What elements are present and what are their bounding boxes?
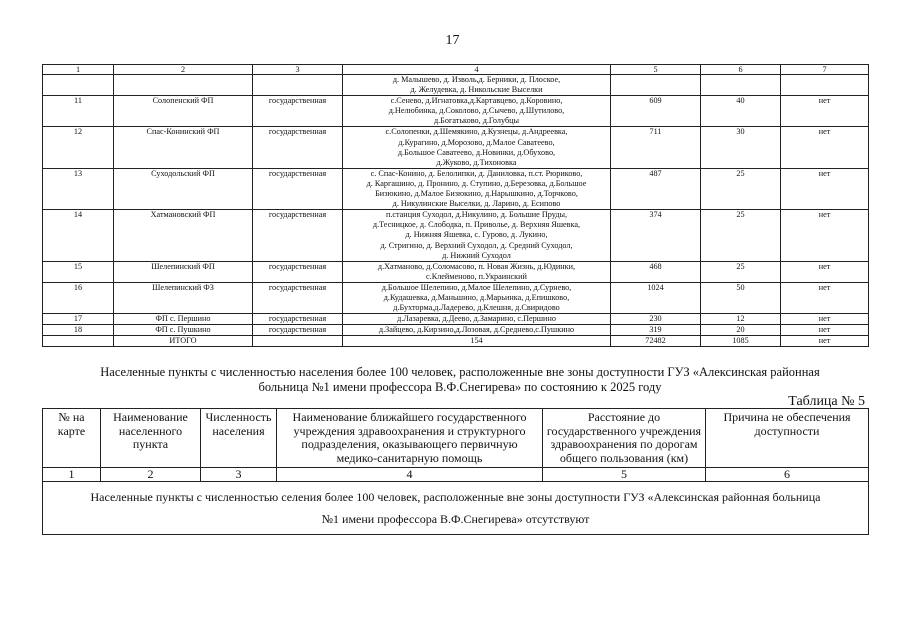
- table-number-label: Таблица № 5: [788, 394, 865, 409]
- settlement-line: с.Сенево, д.Игнатовка,д.Картавцево, д.Коровино,: [390, 96, 563, 106]
- settlements-cell: [343, 325, 611, 336]
- table-row: [43, 210, 869, 261]
- section-heading: [60, 365, 860, 395]
- population: 72482: [611, 336, 701, 347]
- column-number: 2: [101, 468, 201, 482]
- settlement-line: д.Большое Саватеево, д.Новинки, д.Обухово,: [397, 147, 556, 157]
- accessibility-status: нет: [781, 210, 869, 261]
- table-row: [43, 261, 869, 282]
- header-reason: Причина не обеспечения доступности: [706, 409, 869, 468]
- settlement-line: с. Спас-Конино, д. Белолипки, д. Даниловка, п.ст. Рюриково,: [370, 168, 583, 178]
- settlement-line: д.Богатьково, д.Голубцы: [433, 116, 520, 126]
- facility-name: [114, 75, 253, 96]
- header-map-number: № на карте: [43, 409, 101, 468]
- row-number: 15: [43, 261, 114, 282]
- accessibility-table: [42, 408, 869, 535]
- settlement-line: д.Лазаревка, д.Деево, д.Замарино, с.Першино: [397, 314, 556, 324]
- heading-line-1: Населенные пункты с численностью населения более 100 человек, расположенные вне зоны доступности ГУЗ «Алексинская районная: [100, 365, 820, 379]
- heading-line-2: больница №1 имени профессора В.Ф.Снегирева» по состоянию к 2025 году: [258, 380, 662, 394]
- facility-name: Шелепинский ФЗ: [114, 282, 253, 313]
- settlement-line: д.Жуково, д.Тихоновка: [436, 157, 517, 167]
- row-number: 17: [43, 314, 114, 325]
- column-number: 4: [343, 65, 611, 75]
- distance: 12: [701, 314, 781, 325]
- row-number: [43, 336, 114, 347]
- column-number: 4: [277, 468, 543, 482]
- settlement-line: д.Большое Шелепино, д.Малое Шелепино, д.Сурнево,: [381, 282, 572, 292]
- column-number: 3: [201, 468, 277, 482]
- header-settlement-name: Наименование населенного пункта: [101, 409, 201, 468]
- settlement-line: д.Кудашевка, д.Маньшино, д.Марьинка, д.Епишково,: [383, 292, 570, 302]
- settlements-cell: [343, 210, 611, 261]
- population: 1024: [611, 282, 701, 313]
- column-number: 1: [43, 65, 114, 75]
- facility-name: Суходольский ФП: [114, 168, 253, 209]
- settlement-line: Бизюкино, д.Малое Бизюкино, д.Нарышкино, д.Торчково,: [375, 189, 578, 199]
- message-line-2: №1 имени профессора В.Ф.Снегирева» отсутствуют: [321, 512, 590, 527]
- column-number: 5: [611, 65, 701, 75]
- column-number: 6: [706, 468, 869, 482]
- distance: 30: [701, 127, 781, 168]
- facility-name: Спас-Конинский ФП: [114, 127, 253, 168]
- population: 711: [611, 127, 701, 168]
- distance: 40: [701, 96, 781, 127]
- settlements-cell: [343, 336, 611, 347]
- header-nearest-institution: Наименование ближайшего государственного учреждения здравоохранения и структурного подразделения, оказывающего первичную медико-санитарную помощь: [277, 409, 543, 468]
- table-row: [43, 96, 869, 127]
- facility-name: Солопенский ФП: [114, 96, 253, 127]
- row-number: 14: [43, 210, 114, 261]
- distance: 20: [701, 325, 781, 336]
- row-number: [43, 75, 114, 96]
- settlement-line: д. Нижний Суходол: [442, 250, 511, 260]
- settlement-line: с.Клейменово, п.Украинский: [426, 271, 527, 281]
- accessibility-status: [781, 75, 869, 96]
- table-row: [43, 336, 869, 347]
- distance: 25: [701, 210, 781, 261]
- row-number: 18: [43, 325, 114, 336]
- column-number: 7: [781, 65, 869, 75]
- settlement-line: 154: [470, 336, 483, 346]
- settlement-line: д. Желудевка, д. Никольские Выселки: [410, 85, 543, 95]
- population: 609: [611, 96, 701, 127]
- table-row: [43, 75, 869, 96]
- accessibility-status: нет: [781, 127, 869, 168]
- settlement-line: д. Стригино, д. Верхний Суходол, д. Средний Суходол,: [380, 240, 573, 250]
- population: 487: [611, 168, 701, 209]
- settlement-line: д.Хатманово, д.Соломасово, п. Новая Жизнь, д.Юдинки,: [377, 261, 576, 271]
- table-row: [43, 325, 869, 336]
- row-number: 12: [43, 127, 114, 168]
- column-number: 1: [43, 468, 101, 482]
- settlements-cell: [343, 127, 611, 168]
- ownership-form: государственная: [253, 261, 343, 282]
- accessibility-status: нет: [781, 261, 869, 282]
- population: [611, 75, 701, 96]
- header-distance: Расстояние до государственного учреждения здравоохранения по дорогам общего пользования (км): [543, 409, 706, 468]
- ownership-form: [253, 75, 343, 96]
- row-number: 13: [43, 168, 114, 209]
- settlement-line: д.Нелюбинка, д.Соколово, д.Сычево, д.Шутилово,: [388, 106, 565, 116]
- column-number: 2: [114, 65, 253, 75]
- facility-name: ИТОГО: [114, 336, 253, 347]
- message-row: [43, 482, 869, 535]
- accessibility-status: нет: [781, 314, 869, 325]
- ownership-form: государственная: [253, 210, 343, 261]
- settlements-cell: [343, 261, 611, 282]
- ownership-form: государственная: [253, 314, 343, 325]
- distance: [701, 75, 781, 96]
- table-row: [43, 282, 869, 313]
- accessibility-status: нет: [781, 168, 869, 209]
- settlement-line: д. Каргашино, д. Пронино, д. Ступино, д.Березовка, д.Большое: [366, 178, 587, 188]
- distance: 25: [701, 261, 781, 282]
- facility-name: Хатмановский ФП: [114, 210, 253, 261]
- settlement-line: п.станция Суходол, д.Никулино, д. Большие Пруды,: [385, 210, 568, 220]
- column-number: 3: [253, 65, 343, 75]
- row-number: 16: [43, 282, 114, 313]
- column-number-row: [43, 468, 869, 482]
- population: 374: [611, 210, 701, 261]
- ownership-form: государственная: [253, 96, 343, 127]
- message-line-1: Населенные пункты с численностью селения более 100 человек, расположенные вне зоны доступности ГУЗ «Алексинская районная больница: [90, 490, 821, 505]
- facility-name: ФП с. Першино: [114, 314, 253, 325]
- settlement-line: д.Бухторма,д.Ладерево, д.Клешня, д.Свиридово: [393, 303, 560, 313]
- settlement-line: с.Солопенки, д.Шемякино, д.Кузнецы, д.Андреевка,: [385, 127, 568, 137]
- settlement-line: д.Зайцево, д.Кирзино,д.Лозовая, д.Среднево,с.Пушкино: [378, 325, 575, 335]
- accessibility-status: нет: [781, 336, 869, 347]
- facility-name: Шелепинский ФП: [114, 261, 253, 282]
- column-number: 5: [543, 468, 706, 482]
- population: 319: [611, 325, 701, 336]
- settlements-cell: [343, 314, 611, 325]
- settlements-cell: [343, 75, 611, 96]
- table-row: [43, 127, 869, 168]
- ownership-form: государственная: [253, 168, 343, 209]
- table-header-row: [43, 409, 869, 468]
- settlement-line: д. Никулинские Выселки, д. Ларино, д. Есипово: [392, 199, 561, 209]
- ownership-form: [253, 336, 343, 347]
- settlement-line: д. Малышево, д. Изволь,д. Берники, д. Плоское,: [392, 75, 561, 84]
- settlement-line: д. Нижняя Яшевка, с. Гурово, д. Лукино,: [405, 230, 548, 240]
- settlements-cell: [343, 282, 611, 313]
- settlement-line: д.Тесницкое, д. Слободка, п. Приволье, д. Верхняя Яшевка,: [372, 220, 581, 230]
- ownership-form: государственная: [253, 127, 343, 168]
- accessibility-status: нет: [781, 282, 869, 313]
- distance: 1085: [701, 336, 781, 347]
- distance: 50: [701, 282, 781, 313]
- header-population: Численность населения: [201, 409, 277, 468]
- ownership-form: государственная: [253, 282, 343, 313]
- settlements-cell: [343, 168, 611, 209]
- settlement-line: д.Курагино, д.Морозово, д.Малое Саватеево,: [398, 137, 555, 147]
- facility-name: ФП с. Пушкино: [114, 325, 253, 336]
- distance: 25: [701, 168, 781, 209]
- population: 468: [611, 261, 701, 282]
- no-settlements-message: [43, 482, 869, 535]
- page-number: 17: [445, 33, 460, 48]
- population: 230: [611, 314, 701, 325]
- table-row: [43, 168, 869, 209]
- ownership-form: государственная: [253, 325, 343, 336]
- column-number: 6: [701, 65, 781, 75]
- facilities-table: [42, 64, 869, 347]
- accessibility-status: нет: [781, 325, 869, 336]
- settlements-cell: [343, 96, 611, 127]
- table-row: [43, 314, 869, 325]
- accessibility-status: нет: [781, 96, 869, 127]
- column-number-row: [43, 65, 869, 75]
- row-number: 11: [43, 96, 114, 127]
